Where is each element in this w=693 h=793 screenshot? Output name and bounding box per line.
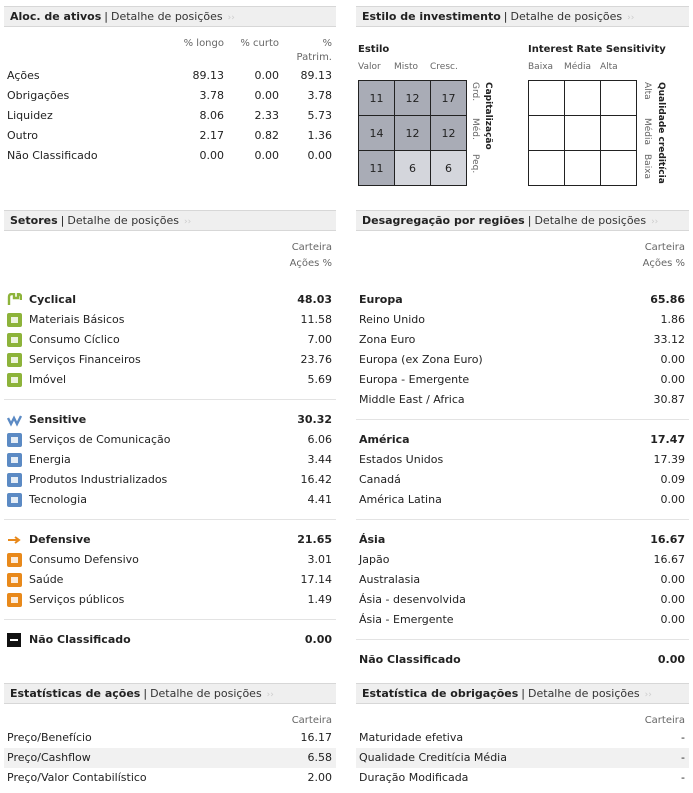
regions-header: Desagregação por regiões | Detalhe de posições ›› (356, 210, 689, 231)
row-net-value: 89.13 (300, 69, 332, 82)
region-group-name: América (359, 433, 410, 446)
row-label: Não Classificado (7, 149, 98, 162)
sector-row[interactable] (4, 570, 336, 590)
region-group-row[interactable] (356, 430, 689, 450)
row-long-value: 8.06 (199, 109, 224, 122)
style-cell: 6 (431, 151, 467, 186)
row-short-value: 0.00 (254, 149, 279, 162)
sector-row[interactable] (4, 310, 336, 330)
asset-allocation-title: Aloc. de ativos (10, 10, 102, 23)
communication-services-icon (7, 433, 22, 447)
bond-stats-title: Estatística de obrigações (362, 687, 519, 700)
sector-row[interactable] (4, 450, 336, 470)
table-row (4, 66, 336, 86)
stat-label: Qualidade Creditícia Média (359, 751, 507, 764)
unclassified-value: 0.00 (657, 653, 685, 666)
stat-row (4, 768, 336, 788)
sector-row[interactable] (4, 590, 336, 610)
fixed-row-high: Alta (642, 82, 652, 100)
sector-row[interactable] (4, 370, 336, 390)
fixed-row-mid: Média (642, 118, 652, 146)
fixed-col-mid: Média (564, 62, 592, 72)
asset-allocation-details-link[interactable]: Detalhe de posições (110, 10, 223, 23)
sector-group-row[interactable] (4, 410, 336, 430)
sector-label: Consumo Cíclico (29, 333, 120, 346)
stat-value: - (681, 751, 685, 764)
stat-value: - (681, 731, 685, 744)
sector-group-value: 21.65 (297, 533, 332, 546)
divider (4, 399, 336, 400)
region-group-name: Europa (359, 293, 403, 306)
region-label: Reino Unido (359, 313, 425, 326)
divider (4, 519, 336, 520)
regions-col-equity-pct: Ações % (642, 258, 685, 269)
row-label: Outro (7, 129, 38, 142)
divider (356, 519, 689, 520)
sectors-title: Setores (10, 214, 58, 227)
stat-value: 2.00 (307, 771, 332, 784)
healthcare-icon (7, 573, 22, 587)
investment-style-title: Estilo de investimento (362, 10, 501, 23)
equity-col-value: Valor (358, 62, 381, 72)
sector-unclassified-row (4, 630, 336, 650)
sector-row[interactable] (4, 470, 336, 490)
sectors-details-link[interactable]: Detalhe de posições (67, 214, 179, 227)
sector-value: 16.42 (300, 473, 332, 486)
sector-value: 11.58 (300, 313, 332, 326)
equity-row-mid: Méd. (470, 118, 480, 140)
style-cell: 12 (431, 116, 467, 151)
stat-label: Preço/Valor Contabilístico (7, 771, 147, 784)
cyclical-icon (7, 293, 22, 307)
stat-row (4, 748, 336, 768)
equity-stats-title: Estatísticas de ações (10, 687, 141, 700)
region-value: 17.39 (653, 453, 685, 466)
style-cell: 6 (395, 151, 431, 186)
chevron-right-icon: ›› (627, 13, 635, 23)
fixed-row-low: Baixa (642, 154, 652, 180)
bond-stats-col-portfolio: Carteira (644, 715, 685, 726)
region-label: Estados Unidos (359, 453, 444, 466)
sector-label: Imóvel (29, 373, 67, 386)
stat-row (4, 728, 336, 748)
region-group-value: 16.67 (650, 533, 685, 546)
row-label: Obrigações (7, 89, 70, 102)
chevron-right-icon: ›› (266, 690, 274, 700)
row-short-value: 0.00 (254, 69, 279, 82)
style-cell: 12 (395, 81, 431, 116)
sector-value: 17.14 (300, 573, 332, 586)
fixed-col-high: Alta (600, 62, 618, 72)
chevron-right-icon: ›› (227, 13, 235, 23)
real-estate-icon (7, 373, 22, 387)
sector-label: Saúde (29, 573, 64, 586)
region-row[interactable] (356, 370, 689, 390)
industrials-icon (7, 473, 22, 487)
region-row[interactable] (356, 610, 689, 630)
stat-label: Maturidade efetiva (359, 731, 464, 744)
investment-style-details-link[interactable]: Detalhe de posições (510, 10, 623, 23)
investment-style-panel (356, 6, 689, 196)
equity-stats-header: Estatísticas de ações | Detalhe de posições ›› (4, 683, 336, 704)
basic-materials-icon (7, 313, 22, 327)
region-label: Australasia (359, 573, 421, 586)
sectors-col-portfolio: Carteira (291, 242, 332, 253)
stat-row (356, 748, 689, 768)
regions-col-portfolio: Carteira (644, 242, 685, 253)
row-long-value: 3.78 (199, 89, 224, 102)
sector-value: 6.06 (307, 433, 332, 446)
row-short-value: 0.00 (254, 89, 279, 102)
style-cell: 14 (359, 116, 395, 151)
sector-group-value: 48.03 (297, 293, 332, 306)
table-row (4, 126, 336, 146)
col-header-net-2: Patrim. (296, 52, 332, 63)
financial-services-icon (7, 353, 22, 367)
fixed-side-title: Qualidade creditícia (656, 82, 666, 184)
row-long-value: 0.00 (199, 149, 224, 162)
col-header-net-1: % (322, 38, 332, 49)
region-group-name: Ásia (359, 533, 386, 546)
stat-label: Preço/Cashflow (7, 751, 91, 764)
equity-row-large: Grd. (470, 82, 480, 102)
region-row[interactable] (356, 310, 689, 330)
region-row[interactable] (356, 470, 689, 490)
sector-value: 3.44 (307, 453, 332, 466)
unclassified-label: Não Classificado (29, 633, 131, 646)
region-value: 33.12 (653, 333, 685, 346)
sector-row[interactable] (4, 550, 336, 570)
region-value: 30.87 (653, 393, 685, 406)
equity-style-grid (358, 80, 467, 186)
region-label: Europa - Emergente (359, 373, 470, 386)
equity-stats-details-link[interactable]: Detalhe de posições (150, 687, 262, 700)
region-row[interactable] (356, 350, 689, 370)
region-value: 0.00 (660, 493, 685, 506)
sector-group-name: Sensitive (29, 413, 87, 426)
region-group-value: 65.86 (650, 293, 685, 306)
equity-stats-panel (4, 683, 336, 791)
equity-side-title: Capitalização (483, 82, 493, 150)
region-value: 0.00 (660, 573, 685, 586)
stat-label: Duração Modificada (359, 771, 469, 784)
sector-value: 4.41 (307, 493, 332, 506)
row-label: Liquidez (7, 109, 53, 122)
region-label: Europa (ex Zona Euro) (359, 353, 483, 366)
region-row[interactable] (356, 390, 689, 410)
technology-icon (7, 493, 22, 507)
region-label: Japão (359, 553, 390, 566)
divider (356, 639, 689, 640)
utilities-icon (7, 593, 22, 607)
style-cell: 11 (359, 151, 395, 186)
sector-label: Produtos Industrializados (29, 473, 168, 486)
equity-col-blend: Misto (394, 62, 418, 72)
sector-value: 1.49 (307, 593, 332, 606)
equity-col-growth: Cresc. (430, 62, 458, 72)
fixed-income-caption: Interest Rate Sensitivity (528, 44, 666, 55)
row-long-value: 2.17 (199, 129, 224, 142)
sector-value: 7.00 (307, 333, 332, 346)
region-label: Zona Euro (359, 333, 416, 346)
row-long-value: 89.13 (192, 69, 224, 82)
table-row (4, 146, 336, 166)
region-label: Canadá (359, 473, 401, 486)
divider (4, 619, 336, 620)
table-row (4, 86, 336, 106)
region-value: 0.00 (660, 353, 685, 366)
region-unclassified-row (356, 650, 689, 670)
region-row[interactable] (356, 490, 689, 510)
sectors-header: Setores | Detalhe de posições ›› (4, 210, 336, 231)
row-label: Ações (7, 69, 40, 82)
divider (356, 419, 689, 420)
stat-value: - (681, 771, 685, 784)
sector-group-value: 30.32 (297, 413, 332, 426)
equity-style-caption: Estilo (358, 44, 390, 55)
region-value: 0.09 (660, 473, 685, 486)
energy-icon (7, 453, 22, 467)
region-label: América Latina (359, 493, 442, 506)
chevron-right-icon: ›› (644, 690, 652, 700)
sector-group-name: Defensive (29, 533, 91, 546)
sector-value: 5.69 (307, 373, 332, 386)
fixed-income-grid (528, 80, 637, 186)
bond-stats-details-link[interactable]: Detalhe de posições (528, 687, 640, 700)
region-row[interactable] (356, 570, 689, 590)
chevron-right-icon: ›› (183, 217, 192, 227)
asset-allocation-panel (4, 6, 336, 176)
sector-label: Serviços públicos (29, 593, 125, 606)
region-row[interactable] (356, 590, 689, 610)
equity-row-small: Peq. (470, 154, 480, 174)
stat-value: 6.58 (307, 751, 332, 764)
consumer-defensive-icon (7, 553, 22, 567)
regions-details-link[interactable]: Detalhe de posições (534, 214, 647, 227)
stat-value: 16.17 (300, 731, 332, 744)
sector-row[interactable] (4, 490, 336, 510)
region-label: Ásia - Emergente (359, 613, 454, 626)
sector-label: Serviços Financeiros (29, 353, 141, 366)
region-value: 1.86 (660, 313, 685, 326)
style-cell: 11 (359, 81, 395, 116)
row-net-value: 3.78 (307, 89, 332, 102)
stat-label: Preço/Benefício (7, 731, 92, 744)
region-value: 0.00 (660, 613, 685, 626)
col-header-long: % longo (183, 38, 224, 49)
stat-row (356, 728, 689, 748)
sector-group-name: Cyclical (29, 293, 77, 306)
row-short-value: 2.33 (254, 109, 279, 122)
region-value: 0.00 (660, 373, 685, 386)
minus-square-icon (7, 633, 22, 647)
region-group-row[interactable] (356, 290, 689, 310)
region-label: Ásia - desenvolvida (359, 593, 466, 606)
row-net-value: 1.36 (307, 129, 332, 142)
equity-style-box (358, 42, 486, 198)
sector-row[interactable] (4, 330, 336, 350)
style-cell: 17 (431, 81, 467, 116)
fixed-col-low: Baixa (528, 62, 554, 72)
equity-stats-col-portfolio: Carteira (291, 715, 332, 726)
row-net-value: 5.73 (307, 109, 332, 122)
sectors-panel (4, 210, 336, 660)
sensitive-icon (7, 413, 22, 427)
row-short-value: 0.82 (254, 129, 279, 142)
bond-stats-header: Estatística de obrigações | Detalhe de posições ›› (356, 683, 689, 704)
region-group-value: 17.47 (650, 433, 685, 446)
sector-row[interactable] (4, 430, 336, 450)
defensive-icon (7, 533, 22, 547)
stat-row (356, 768, 689, 788)
table-row (4, 106, 336, 126)
region-row[interactable] (356, 330, 689, 350)
unclassified-label: Não Classificado (359, 653, 461, 666)
region-value: 0.00 (660, 593, 685, 606)
sector-row[interactable] (4, 350, 336, 370)
region-value: 16.67 (653, 553, 685, 566)
sector-group-row[interactable] (4, 290, 336, 310)
sector-label: Serviços de Comunicação (29, 433, 171, 446)
region-row[interactable] (356, 550, 689, 570)
sectors-col-equity-pct: Ações % (289, 258, 332, 269)
unclassified-value: 0.00 (304, 633, 332, 646)
consumer-cyclical-icon (7, 333, 22, 347)
sector-group-row[interactable] (4, 530, 336, 550)
sector-label: Materiais Básicos (29, 313, 125, 326)
sector-value: 23.76 (300, 353, 332, 366)
region-row[interactable] (356, 450, 689, 470)
style-cell: 12 (395, 116, 431, 151)
sector-value: 3.01 (307, 553, 332, 566)
regions-title: Desagregação por regiões (362, 214, 525, 227)
sector-label: Tecnologia (29, 493, 87, 506)
row-net-value: 0.00 (307, 149, 332, 162)
sector-label: Consumo Defensivo (29, 553, 139, 566)
chevron-right-icon: ›› (651, 217, 659, 227)
asset-allocation-header: Aloc. de ativos | Detalhe de posições ›› (4, 6, 336, 27)
region-label: Middle East / Africa (359, 393, 465, 406)
col-header-short: % curto (240, 38, 279, 49)
region-group-row[interactable] (356, 530, 689, 550)
investment-style-header: Estilo de investimento | Detalhe de posições ›› (356, 6, 689, 27)
bond-stats-panel (356, 683, 689, 791)
sector-label: Energia (29, 453, 71, 466)
regions-panel (356, 210, 689, 680)
